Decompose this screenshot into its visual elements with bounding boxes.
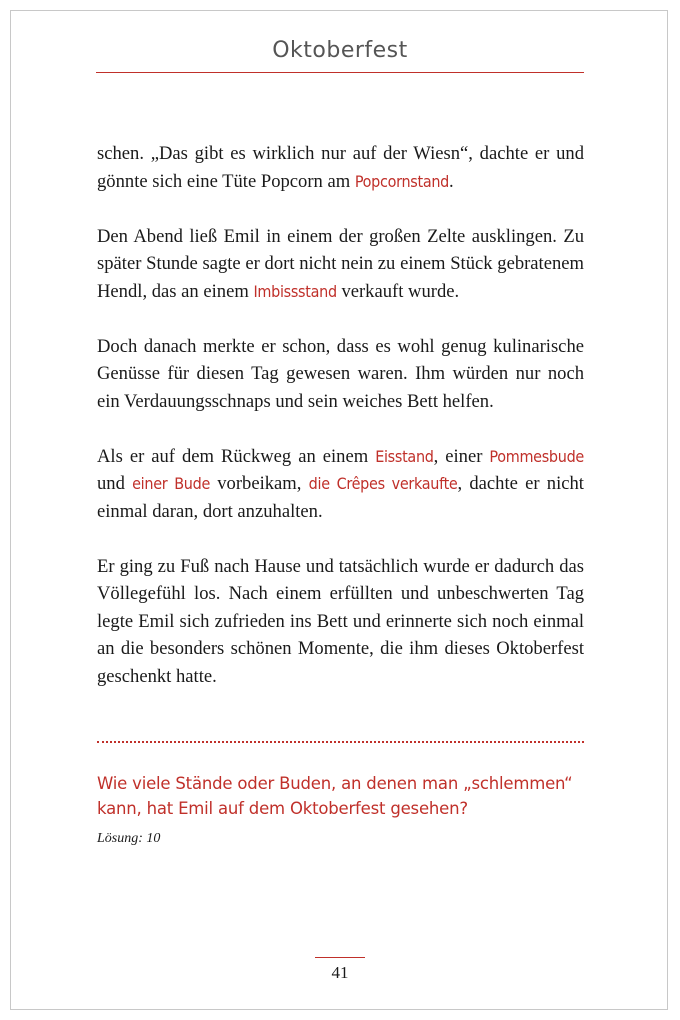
highlight-einer-bude: einer Bude <box>132 474 211 493</box>
highlight-imbissstand: Imbissstand <box>253 281 337 301</box>
paragraph-text: . <box>449 170 454 192</box>
highlight-pommesbude: Pommesbude <box>489 446 584 466</box>
paragraph-text: , einer <box>433 445 490 467</box>
highlight-popcornstand: Popcornstand <box>354 171 450 191</box>
paragraph-text: Er ging zu Fuß nach Hause und tatsächlich wurde er dadurch das Völlegefühl los. Nach einem erfüllten und unbeschwerten Tag legte Emil sich zufrieden ins Bett und erinnerte sich noch einmal an die besonders schönen Momente, die ihm dieses Oktoberfest geschenkt hatte. <box>97 555 584 687</box>
paragraph-text: Als er auf dem Rückweg an einem <box>97 445 376 467</box>
paragraph-text: und <box>97 473 133 494</box>
quiz-question: Wie viele Stände oder Buden, an denen man „schlemmen“ kann, hat Emil auf dem Oktoberfest gesehen? <box>97 774 573 818</box>
paragraph-3 <box>97 333 584 416</box>
paragraph-text: schen. „Das gibt es wirklich nur auf der Wiesn“, dachte er und gönnte sich eine Tüte Popcorn am <box>97 143 584 192</box>
quiz-divider <box>97 741 584 743</box>
page-number: 41 <box>331 963 349 982</box>
paragraph-4 <box>97 443 584 526</box>
footer-divider <box>315 957 365 958</box>
paragraph-5 <box>97 553 584 691</box>
paragraph-1 <box>97 140 584 195</box>
paragraph-text: Den Abend ließ Emil in einem der großen Zelte ausklingen. Zu später Stunde sagte er dort nicht nein zu einem Stück gebratenem Hendl, das an einem <box>97 225 584 302</box>
quiz-solution: Lösung: 10 <box>97 831 161 846</box>
page-header-title: Oktoberfest <box>272 38 408 63</box>
paragraph-2 <box>97 223 584 306</box>
paragraph-text: , dachte er nicht einmal daran, dort anzuhalten. <box>97 473 584 522</box>
paragraph-text: vorbeikam, <box>210 473 309 494</box>
paragraph-text: Doch danach merkte er schon, dass es wohl genug kulinarische Genüsse für diesen Tag gewesen waren. Ihm würden nur noch ein Verdauungsschnaps und sein weiches Bett helfen. <box>97 335 584 412</box>
highlight-eisstand: Eisstand <box>375 446 434 466</box>
story-text <box>97 140 584 718</box>
highlight-crepes: die Crêpes verkaufte <box>308 474 458 493</box>
header-divider <box>96 72 584 73</box>
paragraph-text: verkauft wurde. <box>336 280 460 302</box>
